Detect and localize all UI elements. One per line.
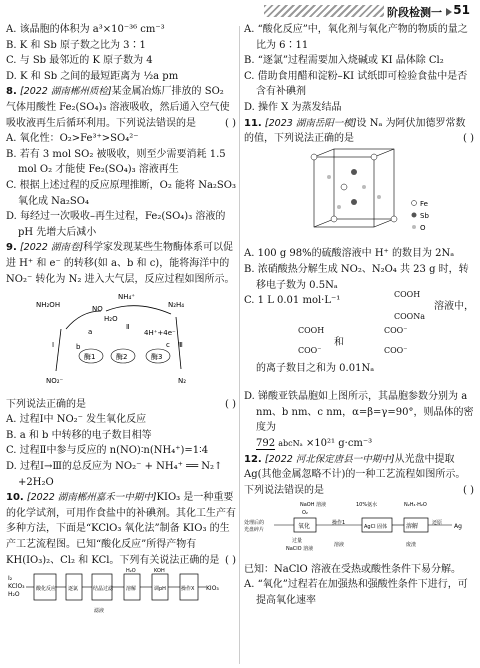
fig-note: 4H⁺+4e⁻ [144,329,176,338]
cell-frame [314,149,394,227]
fig-c: c [166,341,170,350]
legend-o: O [420,223,426,232]
q12-source: [2022 河北保定唐县一中期中] [264,453,395,465]
q9-number: 9. [6,242,17,254]
q10-stem [6,490,236,568]
flow12-left-1: 处理后的 [244,520,265,527]
q7-option-b: B. K 和 Sb 原子数之比为 3∶1 [6,39,146,51]
flow-step-5: 调pH [154,586,166,593]
q8-option-b: B. 若有 3 mol SO₂ 被吸收，则至少需要消耗 1.5 mol O₂ 才能使 Fe₂(SO₄)₃ 溶液再生 [6,148,226,176]
q12-answer-blank: ( ) [463,484,474,496]
flow-filtrate: 滤液 [94,608,105,615]
q11-option-c-mid: 溶液中， [434,301,474,313]
q11-option-c-and: 和 [334,337,344,349]
q12-flowchart [244,498,474,556]
flow12-left-2: 光盘碎片 [244,527,265,534]
q11-option-a: A. 100 g 98%的硫酸溶液中 H⁺ 的数目为 2Nₐ [244,248,455,260]
q8-text: 某金属冶炼厂排放的 SO₂ 气体用酸性 Fe₂(SO₄)₃ 溶液吸收，然后通入空气使吸收液再生后循环利用。下列说法错误的是 [6,86,230,129]
fig-arrow-4 [56,329,61,371]
flow12-excess: 过量 [292,538,303,545]
legend-fe: Fe [420,199,428,208]
q12-note: 已知：NaClO 溶液在受热或酸性条件下易分解。 [244,563,461,575]
flow-input-h2o: H₂O [8,591,20,599]
q9-stem [6,240,236,287]
section-title: 阶段检测一 [387,6,442,19]
flow12-o2: O₂ [302,510,308,517]
fig-arrow-1 [66,311,101,329]
left-column [6,22,236,622]
q11-answer-blank: ( ) [463,133,474,145]
q10-answer-blank: ( ) [225,554,236,566]
fig-no: NO [92,305,103,314]
q11-text: 设 Nₐ 为阿伏加德罗常数的值，下列说法正确的是 [244,117,466,145]
q11-source: [2023 湖南岳阳一模] [264,117,357,129]
flow-step-1: 酸化反应 [36,586,57,593]
q9-option-c: C. 过程Ⅱ中参与反应的 n(NO)∶n(NH₄⁺)=1∶4 [6,445,209,457]
fig-n2h4: N₂H₄ [168,301,185,310]
q11-chem-coo-3: COO⁻ [384,346,408,356]
q12-text: 从光盘中提取 Ag(其他金属忽略不计)的一种工艺流程如图所示。下列说法错误的是 [244,453,466,496]
q11-chem-cooh-2: COOH [298,326,325,336]
q11-option-b: B. 浓硝酸热分解生成 NO₂、N₂O₄ 共 23 g 时，转移电子数为 0.5Nₐ [244,263,469,291]
q12-number: 12. [244,453,262,465]
flow12-oxidize: 氧化 [298,523,311,531]
flow12-n2h4: N₂H₄·H₂O [404,502,427,509]
flow-water: H₂O [126,568,136,575]
flow-input-i2: I₂ [8,575,13,583]
page-header [0,0,480,22]
flow-koh: KOH [154,568,165,575]
q7-option-a: A. 该晶胞的体积为 a³×10⁻³⁶ cm⁻³ [6,24,165,35]
q8-option-c: C. 根据上述过程的反应原理推断，O₂ 能将 Na₂SO₃ 氧化成 Na₂SO₄ [6,179,236,207]
q11-density-den: abcNₐ [278,438,303,448]
flow12-solution: 溶液 [334,542,345,549]
flow12-nh3: 10%氨水 [356,502,378,509]
q12-option-a: A. “氧化”过程若在加强热和强酸性条件下进行，可提高氧化速率 [244,579,468,607]
flow12-op1: 操作1 [332,520,346,527]
column-divider [239,26,240,664]
page-number: 51 [453,3,470,17]
q8-source: [2022 湖南郴州质检] [19,86,112,98]
q8-option-d: D. 每经过一次吸收–再生过程，Fe₂(SO₄)₃ 溶液的 pH 先增大后减小 [6,211,226,238]
flow12-dissolve: 溶解 [406,523,419,531]
fig-e2: 酶2 [116,353,128,362]
q11-option-c-start: C. 1 L 0.01 mol·L⁻¹ [244,295,341,307]
flow-step-2: 逐氯 [68,586,79,593]
q10-text: KIO₃ 是一种重要的化学试剂，可用作食盐中的补碘剂。其化工生产有多种方法，下面是“KClO₃ 氧化法”制备 KIO₃ 的生产工艺流程图。已知“酸化反应”所得产物有 KH(IO₃)₂、Cl₂ 和 KCl。下列有关说法正确的是 [6,492,236,566]
q11-chem-coo-2: COO⁻ [384,326,408,336]
fig-e3: 酶3 [151,353,163,362]
q8-option-a: A. 氧化性：O₂>Fe³⁺>SO₄²⁻ [6,133,139,145]
q11-stem [244,116,474,147]
right-column [244,22,474,609]
q10-option-d: D. 操作 X 为蒸发结晶 [244,101,342,113]
q11-chem-cooh: COOH [394,290,421,300]
q9-option-d: D. 过程Ⅰ→Ⅲ的总反应为 NO₂⁻ + NH₄⁺ ══ N₂↑ +2H₂O [6,461,223,488]
q9-lead [6,397,236,413]
fig-nh4: NH₄⁺ [118,293,136,302]
q8-number: 8. [6,86,17,98]
flow12-ag: Ag [454,523,462,531]
q9-option-b: B. a 和 b 中转移的电子数目相等 [6,429,152,441]
flow12-agcl: AgCl 固体 [364,524,388,531]
q12-stem [244,452,474,499]
header-arrow-icon [446,8,452,16]
q11-option-d: D. 锑酸亚铁晶胞如上图所示，其晶胞参数分别为 a nm、b nm、c nm，α=β=γ=90°，则晶体的密度为 [244,391,474,434]
q10-option-a: A. “酸化反应”中，氧化剂与氧化产物的物质的量之比为 6∶11 [244,24,468,51]
fig-h2o: H₂O [104,315,118,324]
fig-nh2oh: NH₂OH [36,301,61,310]
q7-option-d: D. K 和 Sb 之间的最短距离为 ½a pm [6,70,179,82]
fig-r1: Ⅰ [52,341,55,350]
flow-step-4: 溶解 [126,586,137,593]
q9-reaction-diagram [6,289,236,389]
fig-no2: NO₂⁻ [46,377,64,386]
flow12-reduce: 还原 [432,520,443,527]
q11-option-c [244,290,474,389]
q11-option-c-end: 的离子数目之和为 0.01Nₐ [256,363,375,375]
q11-density [244,436,474,452]
fig-b: b [76,343,81,352]
q8-stem [6,84,236,131]
q9-lead-text: 下列说法正确的是 [6,398,86,410]
flow-step-6: 操作X [181,586,195,593]
header-stripes [264,5,384,17]
q7-option-c: C. 与 Sb 最邻近的 K 原子数为 4 [6,55,153,67]
q8-answer-blank: ( ) [225,117,236,129]
q9-option-a: A. 过程Ⅰ中 NO₂⁻ 发生氧化反应 [6,414,147,426]
fig-r3: Ⅲ [178,341,183,350]
flow-step-3: 结晶过滤 [93,586,114,593]
cell-atoms [311,154,397,222]
flow12-waste: 废渣 [406,542,417,549]
q10-flowchart [6,568,236,616]
q11-chem-coona: COONa [394,312,426,322]
q11-chem-coo-1: COO⁻ [298,346,322,356]
q10-source: [2022 湖南郴州嘉禾一中期中] [26,492,157,504]
q9-source: [2022 湖南卷] [19,242,84,254]
q11-number: 11. [244,117,262,129]
q11-density-num: 792 [256,437,276,449]
fig-e1: 酶1 [84,353,96,362]
q11-density-tail: ×10²¹ g·cm⁻³ [305,437,373,449]
flow-input-kclo3: KClO₃ [8,583,25,591]
q11-crystal-cell [244,147,474,241]
flow12-naoh: NaOH 溶液 [300,502,327,509]
fig-arrow-2 [106,306,171,314]
fig-a: a [88,328,93,337]
fig-n2: N₂ [178,377,187,386]
q10-option-c: C. 借助食用醋和淀粉–KI 试纸即可检验食盐中是否含有补碘剂 [244,70,468,98]
q9-answer-blank: ( ) [225,398,236,410]
q10-number: 10. [6,492,24,504]
q9-text: 科学家发现某些生物酶体系可以促进 H⁺ 和 e⁻ 的转移(如 a、b 和 c)，能将海洋中的 NO₂⁻ 转化为 N₂ 进入大气层，反应过程如图所示。 [6,242,235,285]
legend-sb: Sb [420,211,429,220]
flow12-naclo: NaClO 溶液 [286,546,314,553]
q10-option-b: B. “逐氯”过程需要加入烧碱或 KI 晶体除 Cl₂ [244,55,444,67]
fig-r2: Ⅱ [126,323,130,332]
flow-step-7: KIO₃ [206,585,219,593]
